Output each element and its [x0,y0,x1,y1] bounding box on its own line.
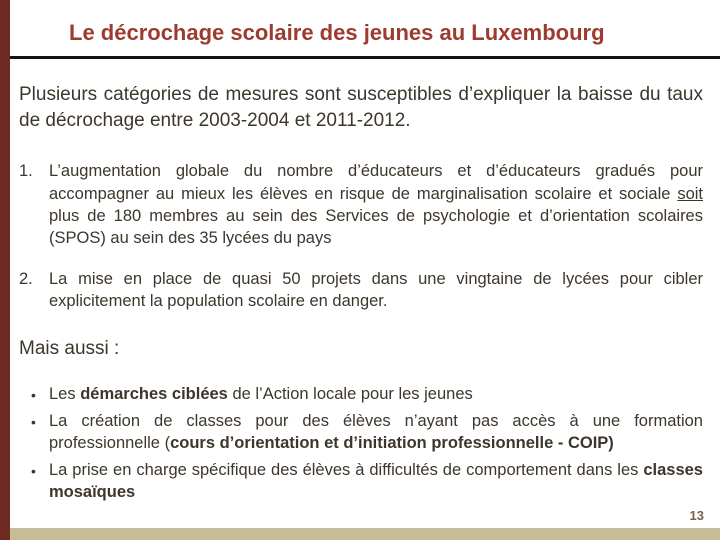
bullet-item-1 [19,384,703,406]
bullet-icon: • [31,387,36,404]
text-segment: L’augmentation globale du nombre d’éducateurs et d’éducateurs gradués pour accompagner au mieux les élèves en risque de marginalisation scolaire et sociale [49,162,703,203]
bullet-icon: • [31,414,36,431]
bullet-text [49,460,703,504]
bullet-icon: • [31,462,36,479]
text-segment: La création de classes pour des élèves n’ayant pas accès à une formation professionnelle ( [49,412,703,452]
bullet-text [49,384,703,406]
numbered-list [19,160,703,312]
bullet-list [19,384,703,504]
text-segment: de l’Action locale pour les jeunes [227,385,473,404]
left-accent-bar [0,0,10,540]
title-divider [0,56,720,59]
item-number: 1. [19,162,33,181]
page-number: 13 [689,508,704,523]
bullet-item-2 [19,411,703,455]
item-text [49,268,703,312]
bullet-text [49,411,703,455]
text-segment: La mise en place de quasi 50 projets dans une vingtaine de lycées pour cibler explicitement la population scolaire en danger. [49,269,703,310]
slide-title: Le décrochage scolaire des jeunes au Luxembourg [69,20,605,45]
item-text [49,160,703,248]
numbered-item-2 [19,268,703,312]
bold-text: démarches ciblées [80,385,228,404]
intro-paragraph: Plusieurs catégories de mesures sont susceptibles d’expliquer la baisse du taux de décrochage entre 2003-2004 et 2011-2012. [19,84,703,132]
numbered-item-1 [19,160,703,248]
bottom-accent-bar [10,528,720,540]
text-segment: plus de 180 membres au sein des Services de psychologie et d’orientation scolaires (SPOS) au sein des 35 lycées du pays [49,206,703,247]
bullet-item-3 [19,460,703,504]
text-segment: Les [49,385,81,404]
underlined-text: soit [677,184,703,203]
bold-text: cours d’orientation et d’initiation professionnelle - COIP) [170,433,614,452]
text-segment: La prise en charge spécifique des élèves à difficultés de comportement dans les [49,460,644,479]
bold-text: classes mosaïques [49,460,703,501]
section-heading: Mais aussi : [19,338,120,360]
item-number: 2. [19,269,33,288]
slide-body [19,74,703,509]
